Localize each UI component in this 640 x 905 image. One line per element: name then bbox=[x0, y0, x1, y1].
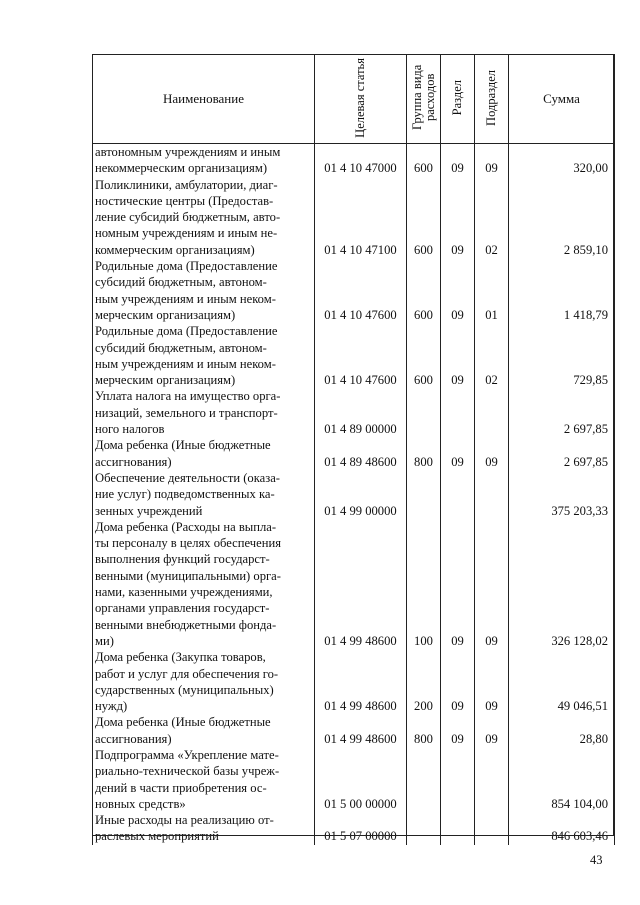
row-subsection: 09 bbox=[475, 649, 509, 714]
row-amount: 2 697,85 bbox=[509, 437, 615, 470]
row-section: 09 bbox=[441, 144, 475, 177]
row-section: 09 bbox=[441, 323, 475, 388]
row-code: 01 4 99 00000 bbox=[315, 470, 407, 519]
header-section: Раздел bbox=[450, 79, 464, 116]
header-group: Группа вида расходов bbox=[409, 64, 437, 131]
page-number: 43 bbox=[590, 853, 603, 867]
header-subsection: Подраздел bbox=[484, 69, 498, 126]
row-name-line: ным учреждениям и иным неком- bbox=[95, 356, 276, 371]
row-name-line: Родильные дома (Предоставление bbox=[95, 259, 278, 274]
row-section: 09 bbox=[441, 519, 475, 649]
row-subsection: 02 bbox=[475, 323, 509, 388]
row-subsection: 09 bbox=[475, 519, 509, 649]
row-group: 100 bbox=[407, 519, 441, 649]
row-code: 01 4 10 47100 bbox=[315, 177, 407, 258]
row-section: 09 bbox=[441, 714, 475, 747]
row-name-line: риально-технической базы учреж- bbox=[95, 764, 280, 779]
row-name-line: ного налогов bbox=[95, 422, 165, 437]
row-group: 600 bbox=[407, 144, 441, 177]
row-name-line: Дома ребенка (Расходы на выпла- bbox=[95, 519, 277, 534]
row-group: 200 bbox=[407, 649, 441, 714]
row-subsection: 09 bbox=[475, 437, 509, 470]
row-section: 09 bbox=[441, 258, 475, 323]
row-name-line: Родильные дома (Предоставление bbox=[95, 324, 278, 339]
row-code: 01 4 10 47600 bbox=[315, 258, 407, 323]
row-name-line: номным учреждениям и иным не- bbox=[95, 226, 278, 241]
row-amount: 2 697,85 bbox=[509, 388, 615, 437]
row-amount: 2 859,10 bbox=[509, 177, 615, 258]
row-name-line: нужд) bbox=[95, 699, 128, 714]
row-name-line: низаций, земельного и транспорт- bbox=[95, 405, 278, 420]
row-name-line: Подпрограмма «Укрепление мате- bbox=[95, 747, 279, 762]
row-amount: 326 128,02 bbox=[509, 519, 615, 649]
row-subsection: 09 bbox=[475, 144, 509, 177]
header-amount: Сумма bbox=[509, 55, 615, 144]
row-name-line: сударственных (муниципальных) bbox=[95, 682, 274, 697]
header-name: Наименование bbox=[93, 55, 315, 144]
row-name-line: Дома ребенка (Иные бюджетные bbox=[95, 438, 271, 453]
table-frame bbox=[92, 54, 614, 836]
row-code: 01 4 89 48600 bbox=[315, 437, 407, 470]
row-code: 01 5 07 00000 bbox=[315, 812, 407, 845]
row-name-line: ностические центры (Предостав- bbox=[95, 193, 274, 208]
row-name-line: органами управления государст- bbox=[95, 601, 270, 616]
row-name-line: некоммерческим организациям) bbox=[95, 161, 268, 176]
row-name-line: нами, казенными учреждениями, bbox=[95, 585, 273, 600]
row-amount: 854 104,00 bbox=[509, 747, 615, 812]
row-name-line: Обеспечение деятельности (оказа- bbox=[95, 470, 280, 485]
row-amount: 1 418,79 bbox=[509, 258, 615, 323]
row-name-line: субсидий бюджетным, автоном- bbox=[95, 275, 267, 290]
row-name-line: мерческим организациям) bbox=[95, 373, 236, 388]
row-name-line: выполнения функций государст- bbox=[95, 552, 270, 567]
row-group: 800 bbox=[407, 714, 441, 747]
row-amount: 375 203,33 bbox=[509, 470, 615, 519]
row-amount: 846 603,46 bbox=[509, 812, 615, 845]
row-name-line: Дома ребенка (Закупка товаров, bbox=[95, 650, 266, 665]
row-code: 01 4 99 48600 bbox=[315, 649, 407, 714]
row-name-line: мерческим организациям) bbox=[95, 307, 236, 322]
row-subsection: 02 bbox=[475, 177, 509, 258]
row-section: 09 bbox=[441, 649, 475, 714]
row-section: 09 bbox=[441, 437, 475, 470]
row-name-line: работ и услуг для обеспечения го- bbox=[95, 666, 279, 681]
row-code: 01 4 89 00000 bbox=[315, 388, 407, 437]
row-subsection: 01 bbox=[475, 258, 509, 323]
row-name-line: ным учреждениям и иным неком- bbox=[95, 291, 276, 306]
row-name-line: Иные расходы на реализацию от- bbox=[95, 813, 274, 828]
row-name-line: Уплата налога на имущество орга- bbox=[95, 389, 281, 404]
row-amount: 729,85 bbox=[509, 323, 615, 388]
row-name-line: зенных учреждений bbox=[95, 503, 203, 518]
row-name-line: новных средств» bbox=[95, 796, 186, 811]
row-name-line: ми) bbox=[95, 633, 114, 648]
row-name-line: Поликлиники, амбулатории, диаг- bbox=[95, 177, 278, 192]
row-name-line: Дома ребенка (Иные бюджетные bbox=[95, 715, 271, 730]
row-amount: 49 046,51 bbox=[509, 649, 615, 714]
row-name-line: ление субсидий бюджетным, авто- bbox=[95, 210, 281, 225]
row-code: 01 4 10 47600 bbox=[315, 323, 407, 388]
row-group: 600 bbox=[407, 323, 441, 388]
row-name-line: ассигнования) bbox=[95, 731, 172, 746]
row-amount: 320,00 bbox=[509, 144, 615, 177]
row-code: 01 4 99 48600 bbox=[315, 714, 407, 747]
row-group: 600 bbox=[407, 177, 441, 258]
row-name-line: автономным учреждениям и иным bbox=[95, 145, 281, 159]
row-name-line: дений в части приобретения ос- bbox=[95, 780, 267, 795]
row-name-line: коммерческим организациям) bbox=[95, 242, 255, 257]
row-name-line: ты персоналу в целях обеспечения bbox=[95, 536, 281, 551]
row-name-line: венными (муниципальными) орга- bbox=[95, 568, 281, 583]
row-name-line: ассигнования) bbox=[95, 454, 172, 469]
row-code: 01 5 00 00000 bbox=[315, 747, 407, 812]
row-group: 800 bbox=[407, 437, 441, 470]
row-section: 09 bbox=[441, 177, 475, 258]
row-code: 01 4 10 47000 bbox=[315, 144, 407, 177]
header-target: Целевая статья bbox=[353, 57, 367, 138]
row-name-line: венными внебюджетными фонда- bbox=[95, 617, 277, 632]
row-group: 600 bbox=[407, 258, 441, 323]
row-code: 01 4 99 48600 bbox=[315, 519, 407, 649]
row-amount: 28,80 bbox=[509, 714, 615, 747]
row-subsection: 09 bbox=[475, 714, 509, 747]
row-name-line: ние услуг) подведомственных ка- bbox=[95, 487, 275, 502]
row-name-line: субсидий бюджетным, автоном- bbox=[95, 340, 267, 355]
row-name-line: раслевых мероприятий bbox=[95, 829, 219, 844]
